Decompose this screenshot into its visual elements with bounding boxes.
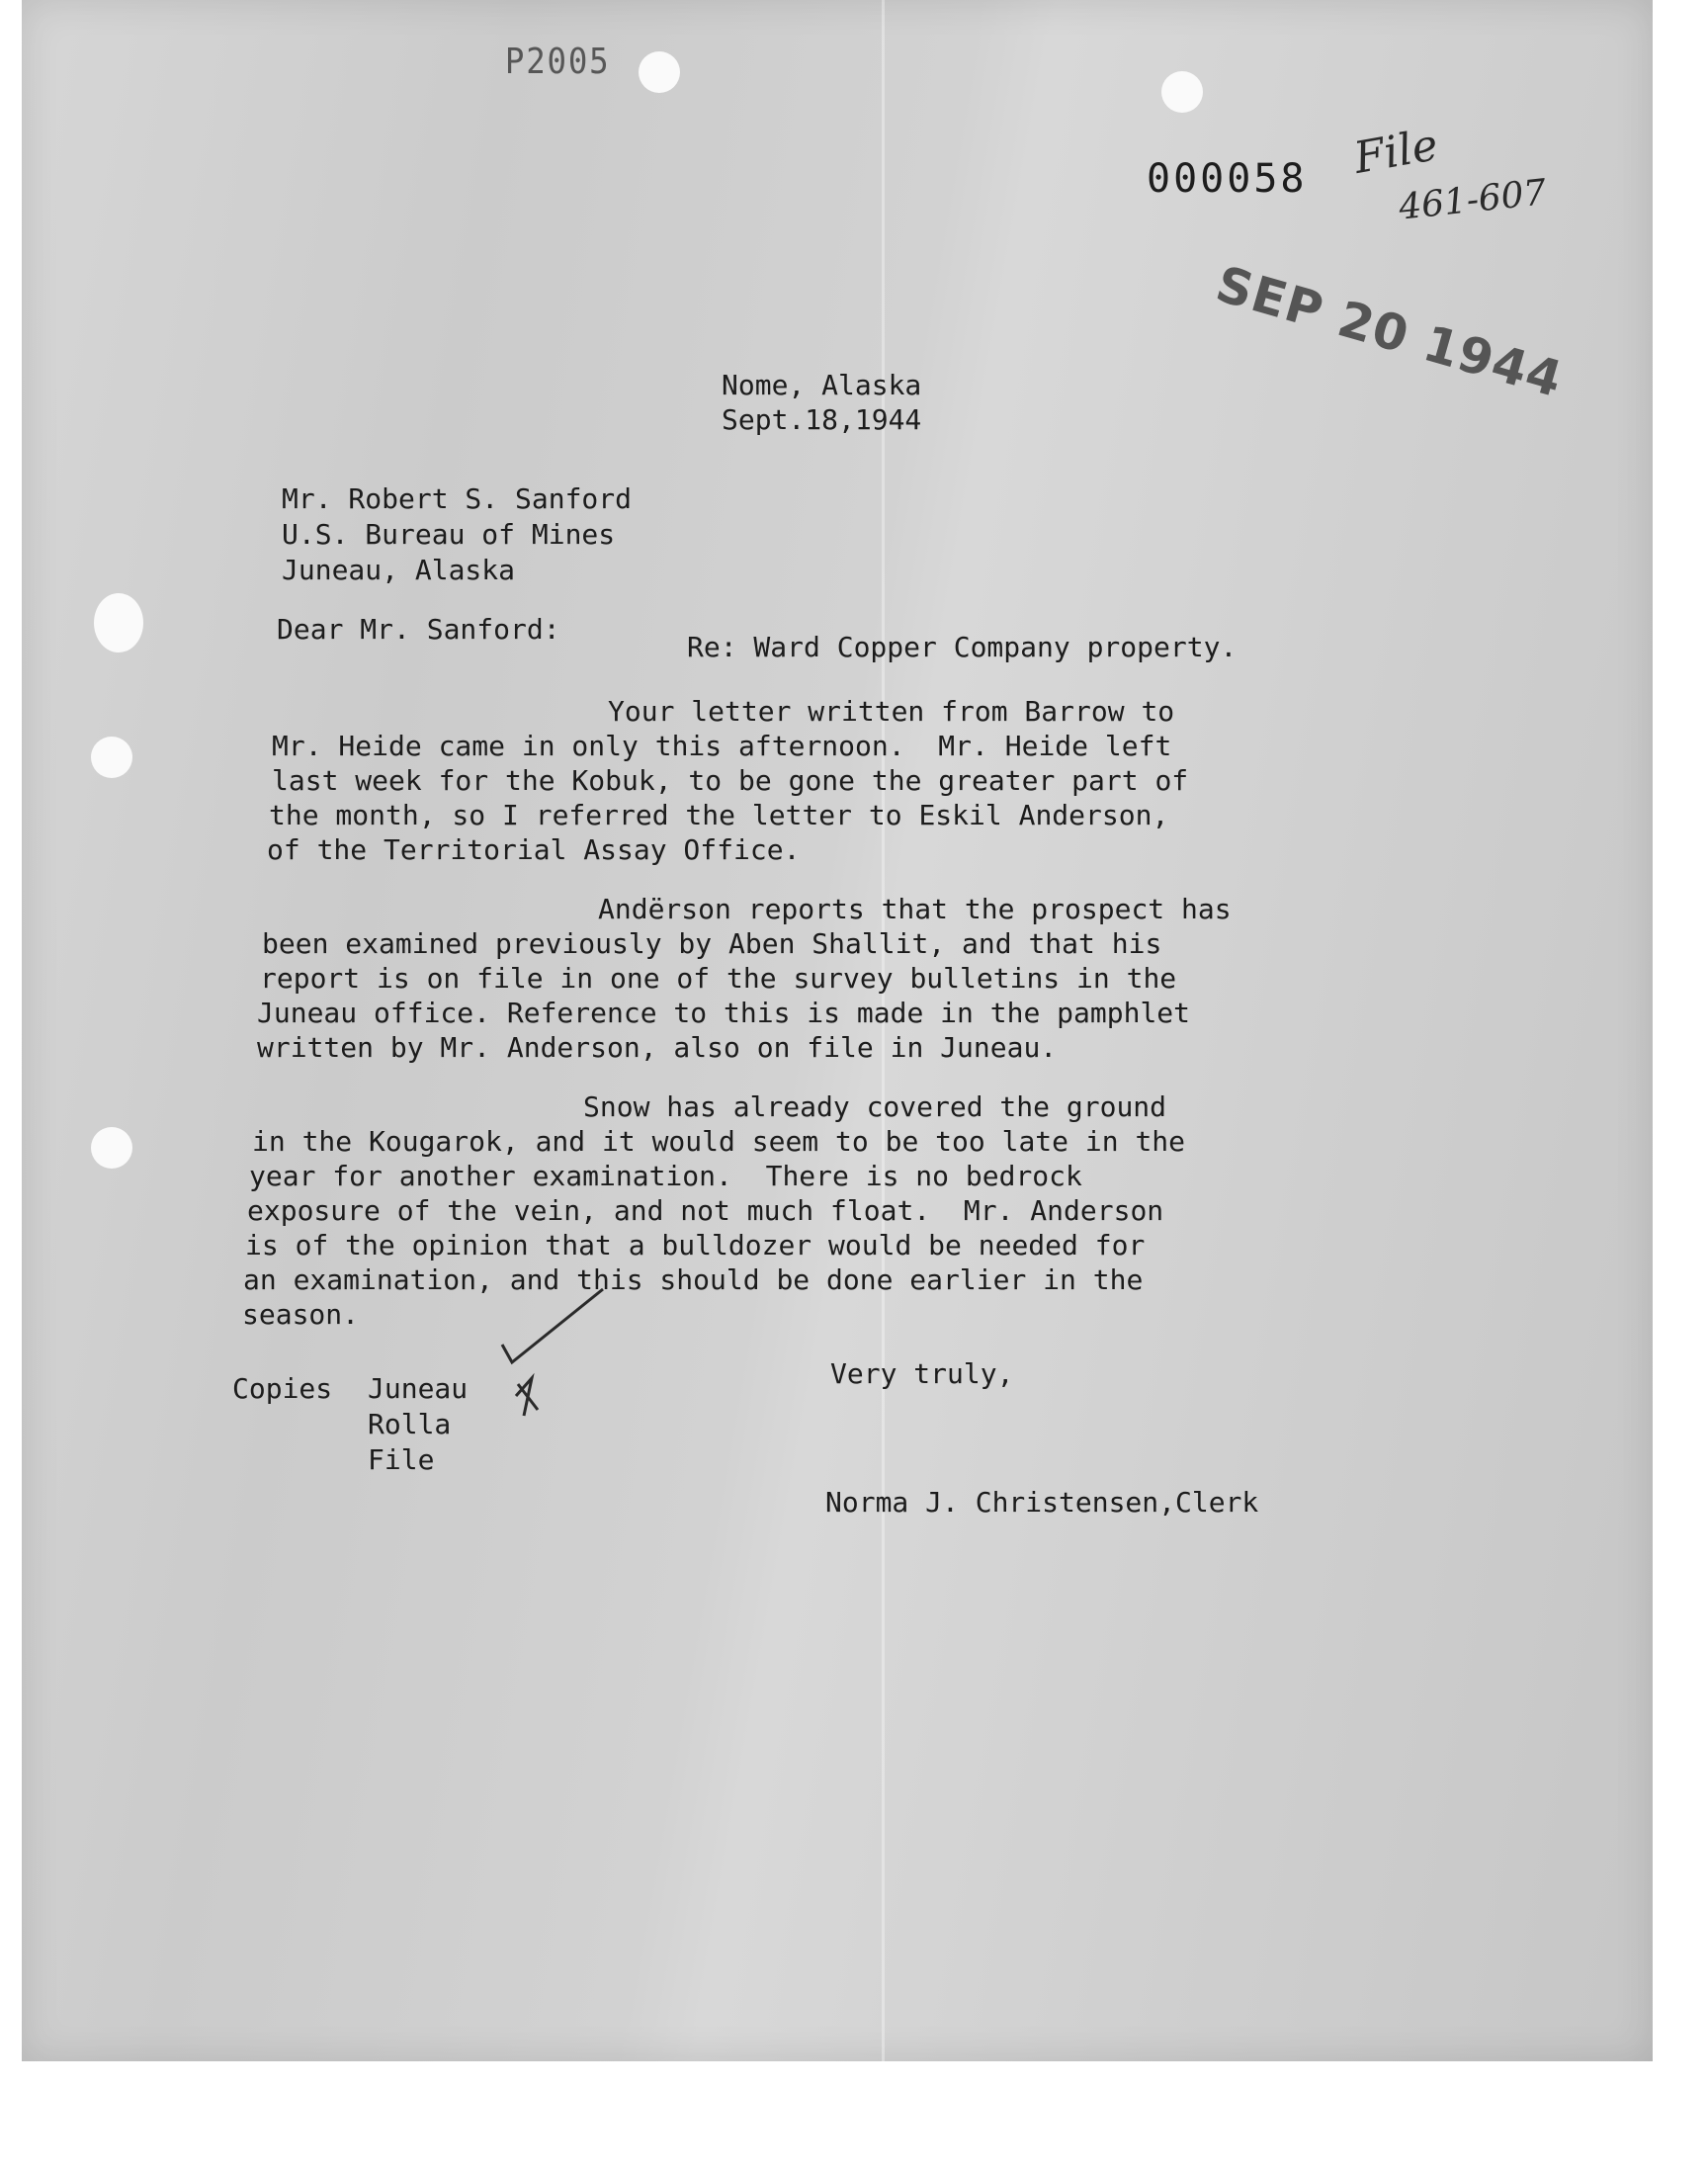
paragraph2-line-2: been examined previously by Aben Shallit, and that his (262, 927, 1162, 960)
paragraph3-line-4: exposure of the vein, and not much float. Mr. Anderson (247, 1194, 1164, 1227)
recipient-line-2: U.S. Bureau of Mines (282, 518, 616, 551)
top-stamp-number: P2005 (504, 42, 611, 82)
paragraph2-line-1: Andërson reports that the prospect has (598, 893, 1232, 925)
closing: Very truly, (830, 1357, 1014, 1390)
punch-hole-left-upper (94, 593, 143, 652)
paragraph1-line-2: Mr. Heide came in only this afternoon. Mr. Heide left (272, 730, 1172, 762)
paragraph1-line-3: last week for the Kobuk, to be gone the greater part of (272, 764, 1189, 797)
copies-label: Copies (232, 1372, 333, 1405)
punch-hole-top-left (639, 51, 680, 93)
copy-recipient-2: Rolla (368, 1408, 452, 1440)
subject-line: Re: Ward Copper Company property. (687, 631, 1238, 663)
paragraph2-line-3: report is on file in one of the survey bulletins in the (260, 962, 1177, 995)
document-number: 000058 (1147, 156, 1308, 202)
paragraph2-line-5: written by Mr. Anderson, also on file in Juneau. (257, 1031, 1058, 1064)
copy-recipient-3: File (368, 1443, 435, 1476)
paragraph3-line-3: year for another examination. There is no bedrock (249, 1160, 1082, 1192)
paragraph3-line-7: season. (242, 1298, 360, 1331)
copy-recipient-1: Juneau (368, 1372, 469, 1405)
paragraph3-line-1: Snow has already covered the ground (583, 1090, 1167, 1123)
punch-hole-top-right (1161, 71, 1203, 113)
handwritten-file-number: 461-607 (1397, 172, 1549, 228)
recipient-line-1: Mr. Robert S. Sanford (282, 482, 633, 515)
signature: Norma J. Christensen,Clerk (825, 1486, 1259, 1519)
letter-date: Sept.18,1944 (722, 403, 922, 436)
paragraph3-line-5: is of the opinion that a bulldozer would be needed for (245, 1229, 1146, 1262)
paragraph3-line-6: an examination, and this should be done earlier in the (243, 1263, 1144, 1296)
punch-hole-left-lower (91, 1127, 132, 1169)
salutation: Dear Mr. Sanford: (277, 613, 560, 646)
paragraph3-line-2: in the Kougarok, and it would seem to be too late in the (252, 1125, 1186, 1158)
paragraph1-line-1: Your letter written from Barrow to (608, 695, 1175, 728)
paragraph1-line-4: the month, so I referred the letter to Eskil Anderson, (269, 799, 1169, 831)
handwritten-file-note: File (1350, 120, 1442, 184)
checkmark-icon (494, 1285, 623, 1424)
letter-place: Nome, Alaska (722, 369, 922, 401)
punch-hole-left-middle (91, 737, 132, 778)
paragraph1-line-5: of the Territorial Assay Office. (267, 833, 801, 866)
paragraph2-line-4: Juneau office. Reference to this is made in the pamphlet (257, 997, 1191, 1029)
recipient-line-3: Juneau, Alaska (282, 554, 516, 586)
received-date-stamp: SEP 20 1944 (1210, 255, 1570, 409)
